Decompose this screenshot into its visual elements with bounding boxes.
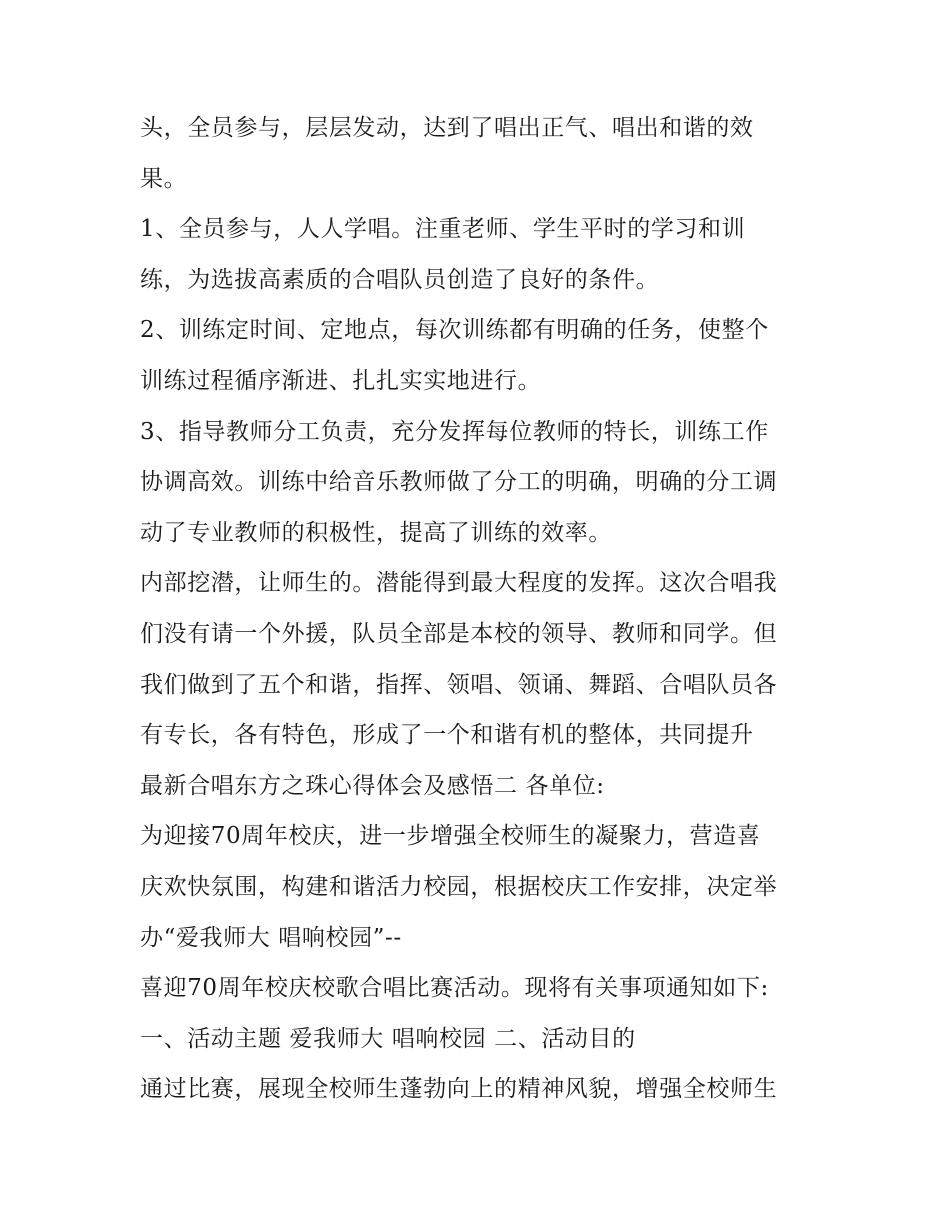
text-line: 果。 [140, 165, 188, 192]
text-line: 协调高效。训练中给音乐教师做了分工的明确，明确的分工调 [140, 469, 778, 496]
text-line: 办“爱我师大 唱响校园”-- [140, 924, 402, 951]
text-line: 为迎接70周年校庆，进一步增强全校师生的凝聚力，营造喜 [140, 823, 761, 850]
text-line: 们没有请一个外援，队员全部是本校的领导、教师和同学。但 [140, 620, 778, 647]
text-line: 我们做到了五个和谐，指挥、领唱、领诵、舞蹈、合唱队员各 [140, 671, 778, 698]
text-line: 内部挖潜，让师生的。潜能得到最大程度的发挥。这次合唱我 [140, 570, 778, 597]
section-heading: 最新合唱东方之珠心得体会及感悟二 各单位: [140, 772, 605, 799]
text-line: 训练过程循序渐进、扎扎实实地进行。 [140, 367, 542, 394]
text-line: 3、指导教师分工负责，充分发挥每位教师的特长，训练工作 [140, 418, 769, 445]
text-line: 一、活动主题 爱我师大 唱响校园 二、活动目的 [140, 1025, 636, 1052]
text-line: 喜迎70周年校庆校歌合唱比赛活动。现将有关事项通知如下: [140, 975, 769, 1002]
text-line: 1、全员参与，人人学唱。注重老师、学生平时的学习和训 [140, 216, 746, 243]
text-line: 2、训练定时间、定地点，每次训练都有明确的任务，使整个 [140, 317, 769, 344]
text-line: 有专长，各有特色，形成了一个和谐有机的整体，共同提升 [140, 722, 754, 749]
text-line: 头，全员参与，层层发动，达到了唱出正气、唱出和谐的效 [140, 115, 754, 141]
text-line: 庆欢快氛围，构建和谐活力校园，根据校庆工作安排，决定举 [140, 873, 778, 900]
text-line: 通过比赛，展现全校师生蓬勃向上的精神风貌，增强全校师生 [140, 1076, 778, 1103]
text-line: 练，为选拔高素质的合唱队员创造了良好的条件。 [140, 266, 660, 293]
text-line: 动了专业教师的积极性，提高了训练的效率。 [140, 519, 612, 546]
document-body [140, 103, 830, 1115]
